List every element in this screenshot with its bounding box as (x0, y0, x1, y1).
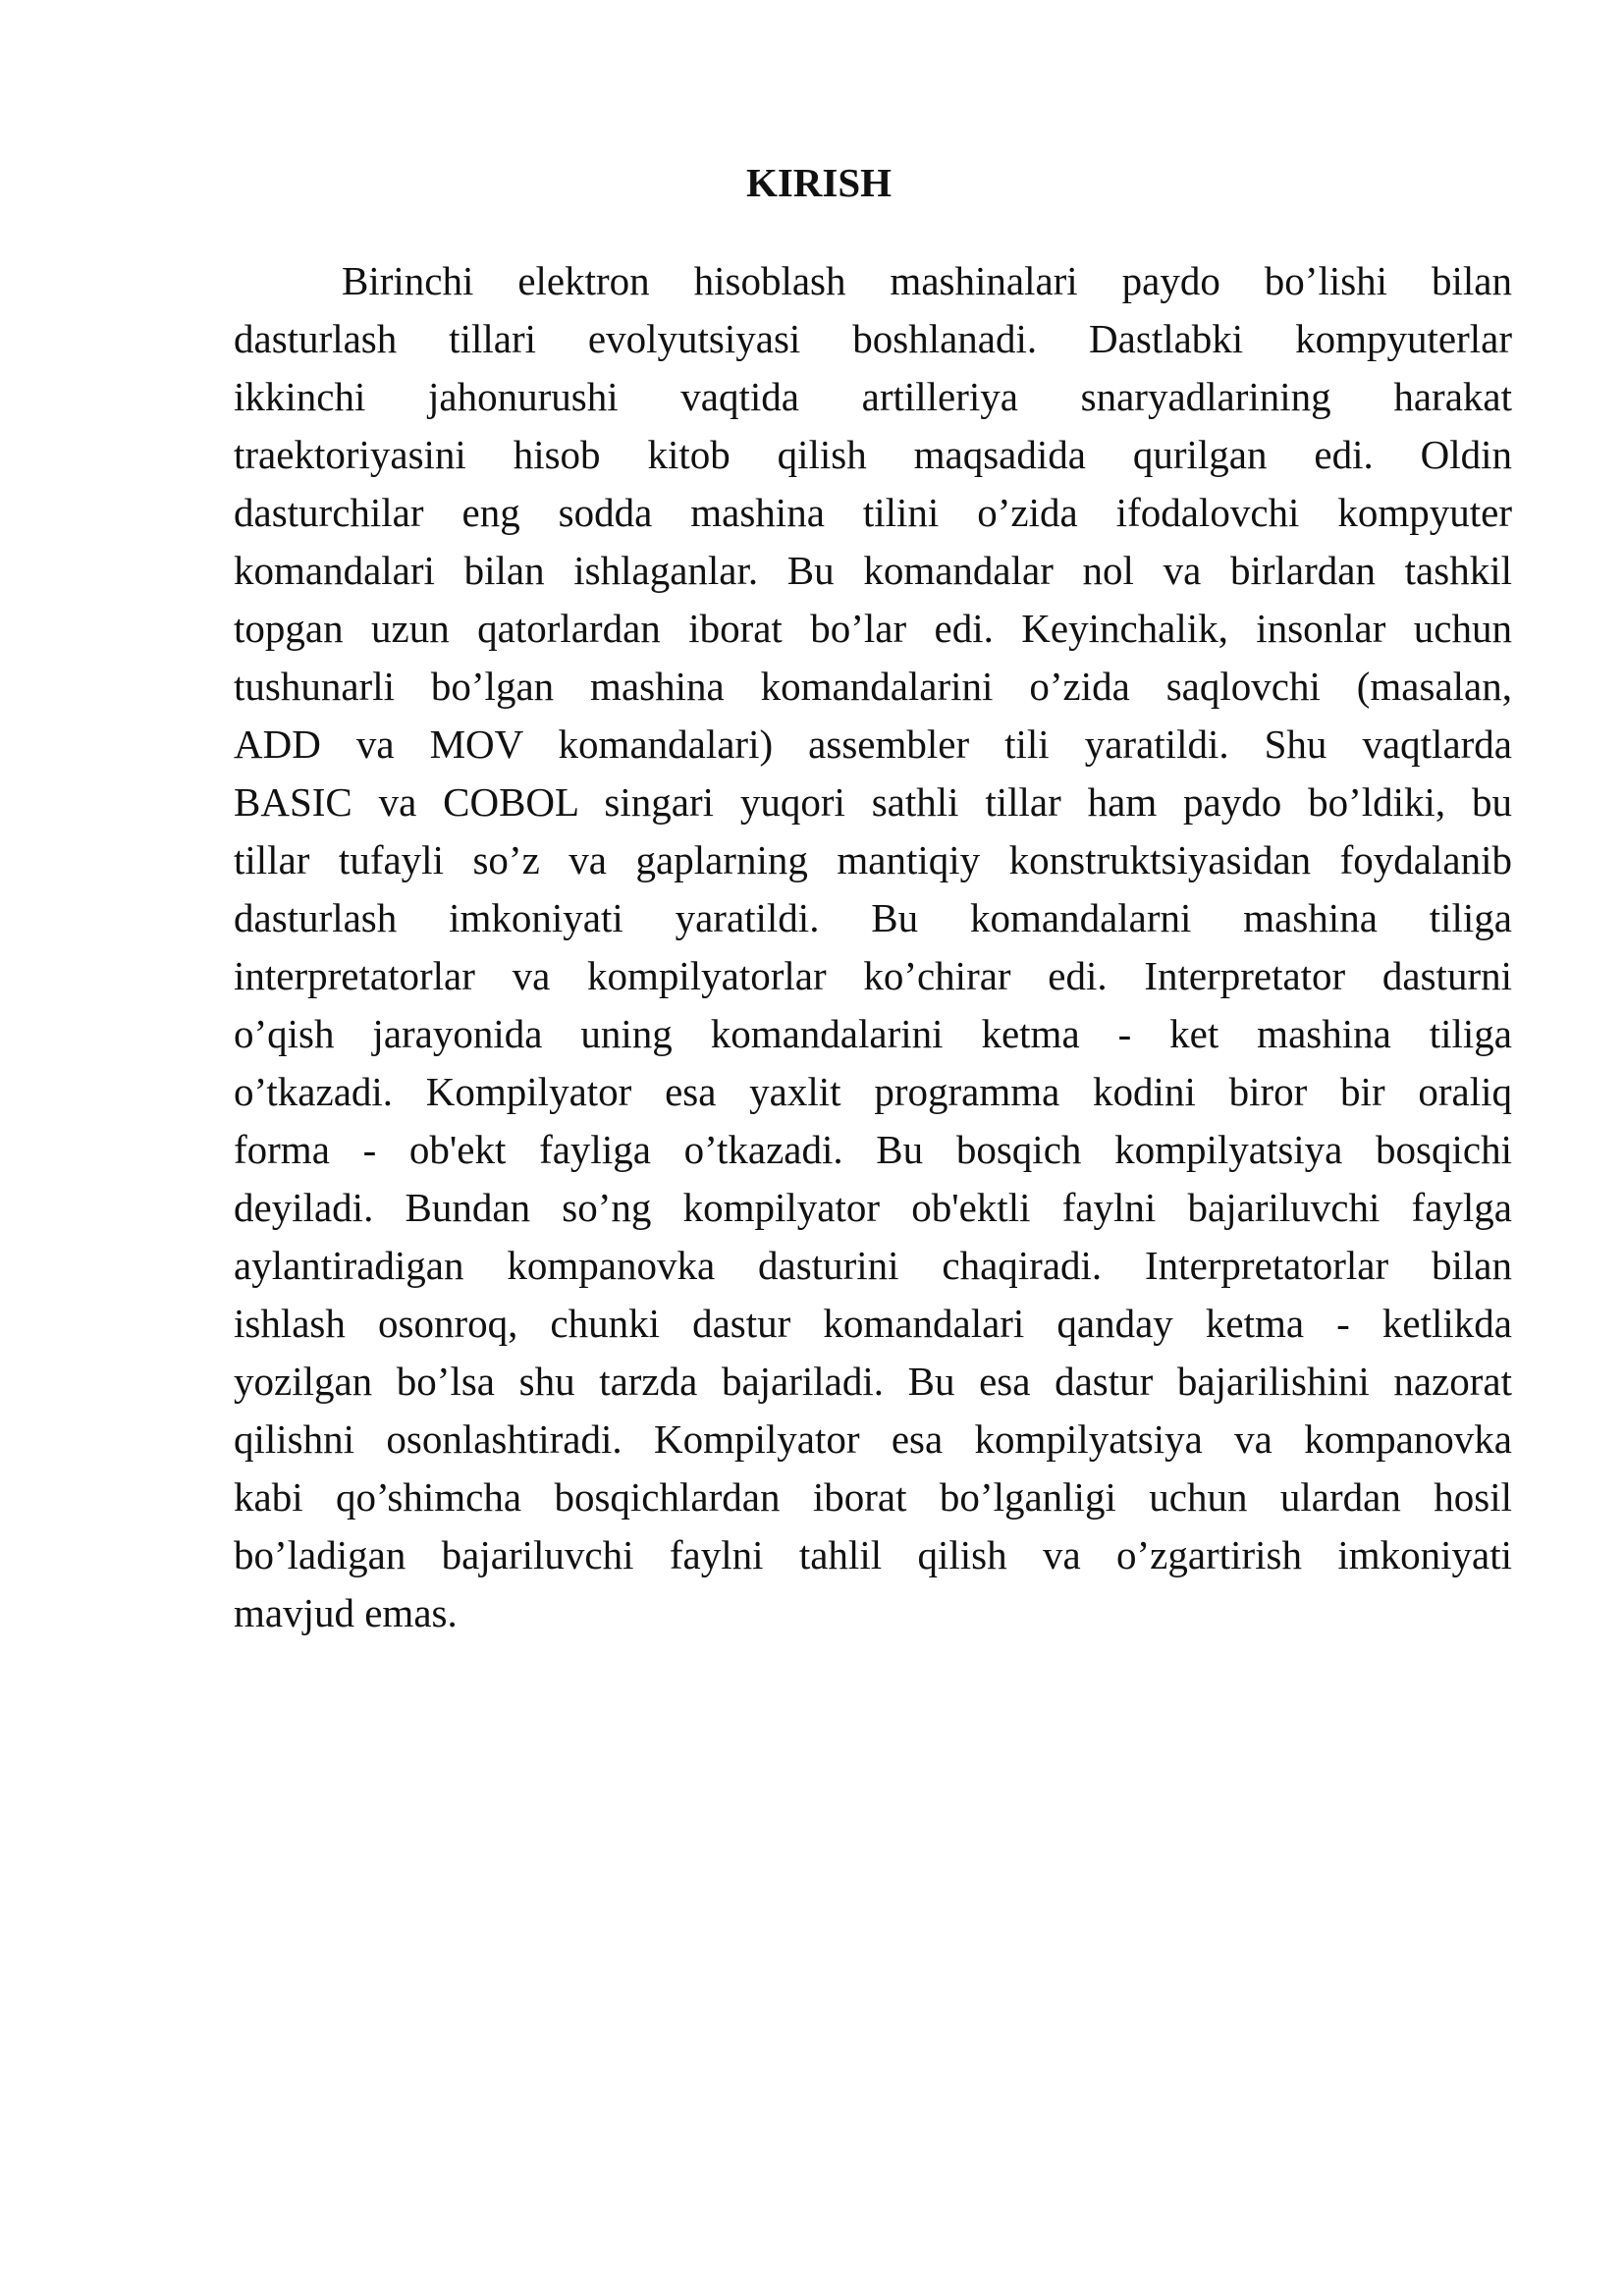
paragraph-line: yozilgan bo’lsa shu tarzda bajariladi. Bu esa dastur bajarilishini nazorat (234, 1359, 1512, 1404)
paragraph-line: BASIC va COBOL singari yuqori sathli tillar ham paydo bo’ldiki, bu (234, 779, 1512, 825)
body-paragraph (234, 252, 1512, 1642)
paragraph-line: topgan uzun qatorlardan iborat bo’lar edi. Keyinchalik, insonlar uchun (234, 606, 1512, 651)
paragraph-line: ADD va MOV komandalari) assembler tili yaratildi. Shu vaqtlarda (234, 721, 1512, 767)
paragraph-line: komandalari bilan ishlaganlar. Bu komandalar nol va birlardan tashkil (234, 548, 1512, 593)
paragraph-line: kabi qo’shimcha bosqichlardan iborat bo’lganligi uchun ulardan hosil (234, 1474, 1512, 1520)
paragraph-line: bo’ladigan bajariluvchi faylni tahlil qilish va o’zgartirish imkoniyati (234, 1532, 1512, 1577)
paragraph-line: forma - ob'ekt fayliga o’tkazadi. Bu bosqich kompilyatsiya bosqichi (234, 1127, 1512, 1172)
paragraph-line: dasturlash imkoniyati yaratildi. Bu komandalarni mashina tiliga (234, 895, 1512, 940)
paragraph-line: dasturlash tillari evolyutsiyasi boshlanadi. Dastlabki kompyuterlar (234, 316, 1512, 361)
paragraph-line: interpretatorlar va kompilyatorlar ko’chirar edi. Interpretator dasturni (234, 953, 1512, 998)
paragraph-line: deyiladi. Bundan so’ng kompilyator ob'ektli faylni bajariluvchi faylga (234, 1185, 1512, 1230)
paragraph-line: o’qish jarayonida uning komandalarini ketma - ket mashina tiliga (234, 1011, 1512, 1056)
paragraph-line: o’tkazadi. Kompilyator esa yaxlit programma kodini biror bir oraliq (234, 1069, 1512, 1114)
page-title: KIRISH (745, 160, 893, 205)
paragraph-line: traektoriyasini hisob kitob qilish maqsadida qurilgan edi. Oldin (234, 432, 1512, 477)
paragraph-line: tushunarli bo’lgan mashina komandalarini o’zida saqlovchi (masalan, (234, 664, 1512, 709)
paragraph-line: aylantiradigan kompanovka dasturini chaqiradi. Interpretatorlar bilan (234, 1243, 1512, 1288)
paragraph-line: ishlash osonroq, chunki dastur komandalari qanday ketma - ketlikda (234, 1301, 1512, 1346)
paragraph-line: Birinchi elektron hisoblash mashinalari paydo bo’lishi bilan (342, 258, 1512, 303)
paragraph-line: ikkinchi jahonurushi vaqtida artilleriya snaryadlarining harakat (234, 374, 1512, 419)
paragraph-line: mavjud emas. (234, 1590, 458, 1635)
paragraph-line: dasturchilar eng sodda mashina tilini o’zida ifodalovchi kompyuter (234, 490, 1512, 535)
paragraph-line: qilishni osonlashtiradi. Kompilyator esa kompilyatsiya va kompanovka (234, 1416, 1512, 1462)
paragraph-line: tillar tufayli so’z va gaplarning mantiqiy konstruktsiyasidan foydalanib (234, 837, 1512, 882)
